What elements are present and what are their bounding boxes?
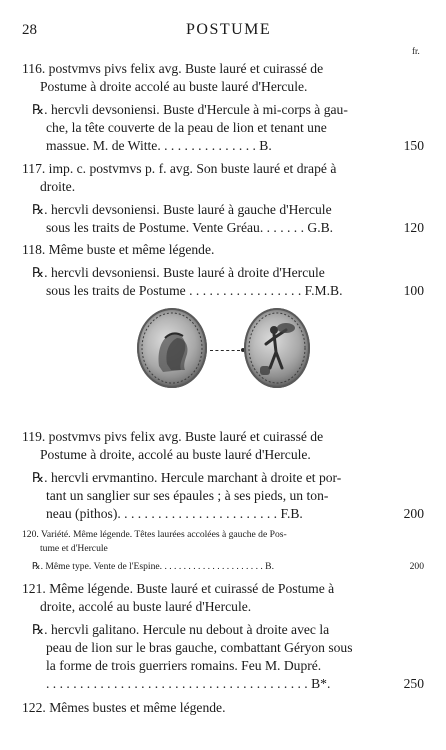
entry-119-reverse-cont: tant un sanglier sur ses épaules ; à ses pieds, un ton- (46, 488, 329, 503)
entry-117-obverse-cont: droite. (40, 179, 76, 194)
entry-121-obverse-cont: droite, accolé au buste lauré d'Hercule. (40, 599, 252, 614)
entry-116-reverse-cont: che, la tête couverte de la peau de lion et tenant une (46, 120, 327, 135)
entry-117-obverse: 117. imp. c. postvmvs p. f. avg. Son buste lauré et drapé à (22, 161, 337, 176)
coin-reverse-image (244, 308, 310, 388)
entry-116-reverse: ℞. hercvli devsoniensi. Buste d'Hercule à mi-corps à gau- (32, 102, 348, 117)
entry-116-price: 150 (403, 138, 424, 153)
price-column-unit: fr. (412, 46, 420, 56)
entry-119-obverse-cont: Postume à droite, accolé au buste lauré d'Hercule. (40, 447, 311, 462)
entry-121-price: 250 (403, 676, 424, 691)
entry-119-reverse-end: neau (pithos). . . . . . . . . . . . . . . . . . . . . . . . F.B. (46, 506, 303, 521)
entry-116-obverse: 116. postvmvs pivs felix avg. Buste lauré et cuirassé de (22, 61, 324, 76)
entry-121-reverse-cont-2: la forme de trois guerriers romains. Feu M. Dupré. (46, 658, 322, 673)
entry-119-price: 200 (403, 506, 424, 521)
entry-119-reverse: ℞. hercvli ervmantino. Hercule marchant à droite et por- (32, 470, 342, 485)
entry-120-price: 200 (409, 561, 424, 572)
hercules-figure-icon (244, 308, 310, 388)
entry-118-reverse: ℞. hercvli devsoniensi. Buste lauré à droite d'Hercule (32, 265, 325, 280)
laureate-busts-icon (137, 308, 207, 388)
coin-obverse-image (137, 308, 207, 388)
page-number: 28 (22, 22, 37, 38)
entry-122-obverse: 122. Mêmes bustes et même légende. (22, 700, 226, 715)
entry-116-obverse-cont: Postume à droite accolé au buste lauré d'Hercule. (40, 79, 308, 94)
entry-121-reverse-cont: peau de lion sur le bras gauche, combattant Géryon sous (46, 640, 353, 655)
entry-117-price: 120 (403, 220, 424, 235)
page-title: POSTUME (186, 21, 272, 38)
entry-120-obverse: 120. Variété. Même légende. Têtes laurées accolées à gauche de Pos- (22, 529, 287, 540)
entry-117-reverse-cont: sous les traits de Postume. Vente Gréau. . . . . . . G.B. (46, 220, 334, 235)
entry-118-price: 100 (403, 283, 424, 298)
entry-118-reverse-cont: sous les traits de Postume . . . . . . . . . . . . . . . . . F.M.B. (46, 283, 343, 298)
entry-116-reverse-end: massue. M. de Witte. . . . . . . . . . . . . . . B. (46, 138, 272, 153)
entry-121-reverse-end: . . . . . . . . . . . . . . . . . . . . . . . . . . . . . . . . . . . . . . . B*. (46, 676, 331, 691)
plate-connector-line (210, 350, 240, 351)
entry-118-obverse: 118. Même buste et même légende. (22, 242, 215, 257)
entry-121-obverse: 121. Même légende. Buste lauré et cuirassé de Postume à (22, 581, 335, 596)
entry-120-obverse-cont: tume et d'Hercule (40, 543, 108, 554)
entry-121-reverse: ℞. hercvli galitano. Hercule nu debout à droite avec la (32, 622, 330, 637)
entry-120-reverse: ℞. Même type. Vente de l'Espine. . . . . . . . . . . . . . . . . . . . . . B. (32, 561, 274, 572)
entry-119-obverse: 119. postvmvs pivs felix avg. Buste lauré et cuirassé de (22, 429, 324, 444)
entry-117-reverse: ℞. hercvli devsoniensi. Buste lauré à gauche d'Hercule (32, 202, 332, 217)
